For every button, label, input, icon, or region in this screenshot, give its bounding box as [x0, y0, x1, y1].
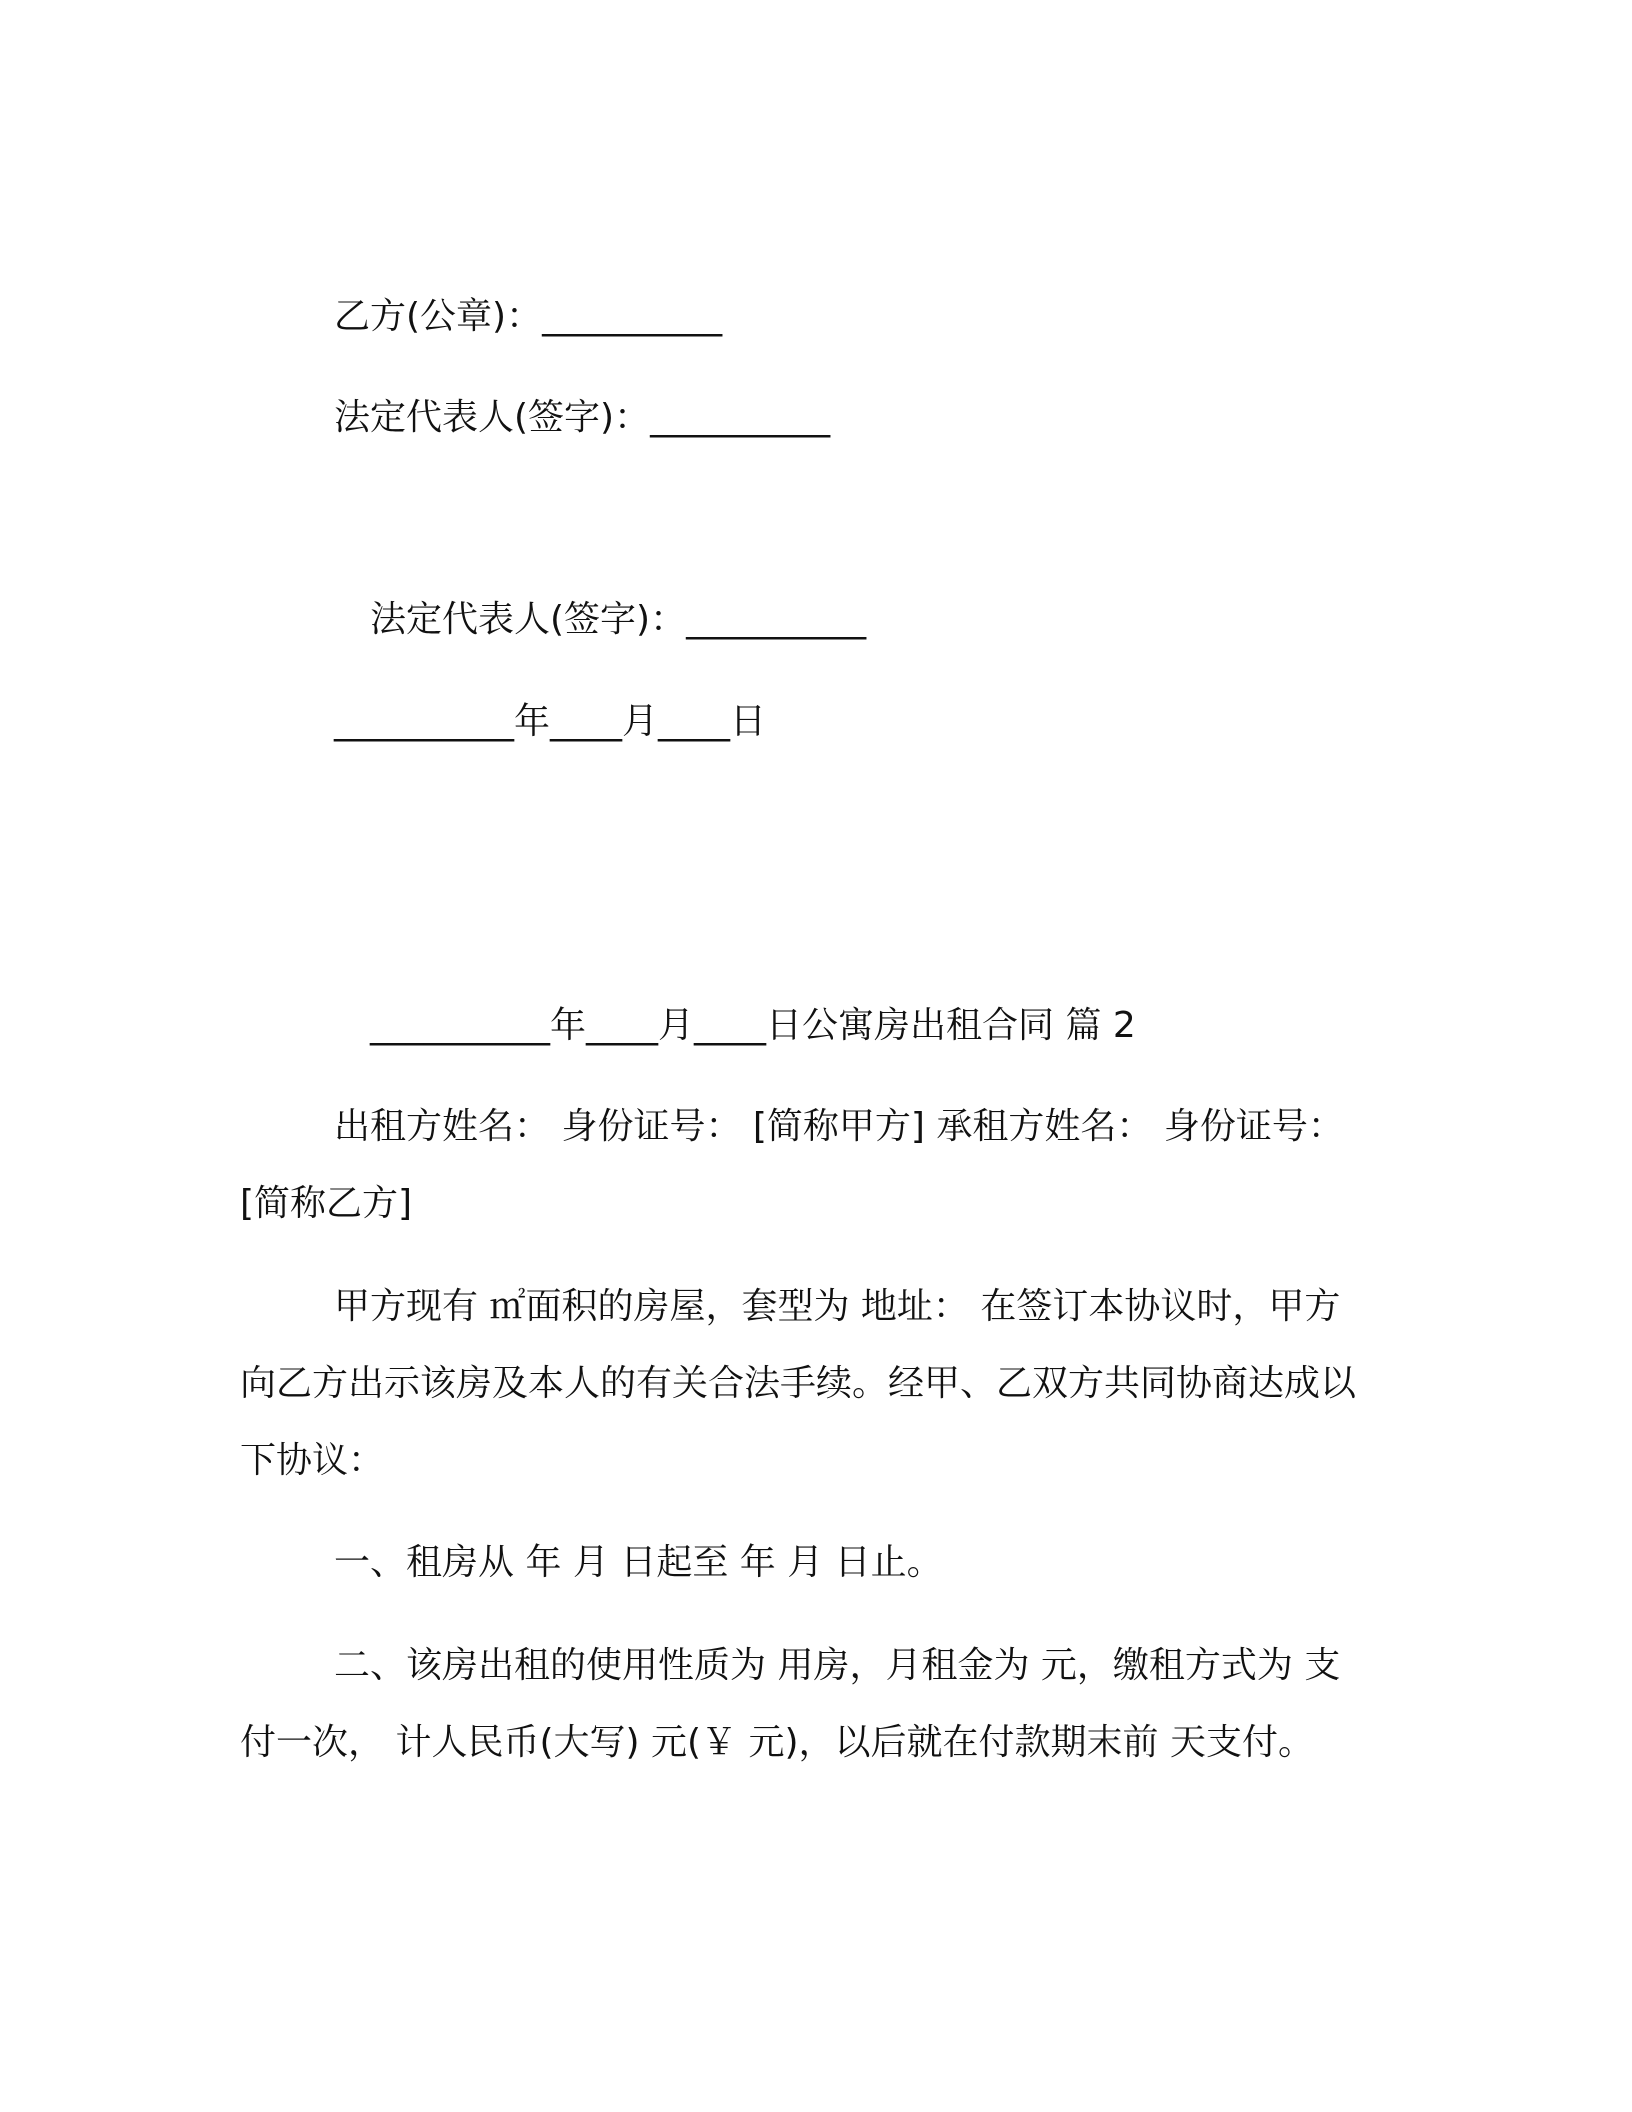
- clause-1-text: 一、租房从 年 月 日起至 年 月 日止。: [334, 1542, 943, 1583]
- contract-heading: __________年____月____日公寓房出租合同 篇 2: [370, 1005, 1136, 1046]
- legal-representative-line: 法定代表人(签字)：__________: [334, 397, 831, 438]
- clause-2-paragraph: [240, 1627, 1360, 1781]
- intro-paragraph: [240, 1268, 1360, 1499]
- clause-1-paragraph: [240, 1524, 1360, 1601]
- clause-2-text: 二、该房出租的使用性质为 用房，月租金为 元，缴租方式为 支付一次， 计人民币(大写) 元(￥ 元)，以后就在付款期末前 天支付。: [240, 1645, 1341, 1763]
- parties-text: 出租方姓名： 身份证号： [简称甲方] 承租方姓名： 身份证号： [简称乙方]: [240, 1106, 1344, 1224]
- signature-date-line: __________年____月____日: [334, 701, 766, 742]
- party-b-seal-line: 乙方(公章)：__________: [334, 296, 723, 337]
- legal-representative-line-second: 法定代表人(签字)：__________: [370, 599, 867, 640]
- intro-text: 甲方现有 ㎡面积的房屋，套型为 地址： 在签订本协议时，甲方向乙方出示该房及本人的有关合法手续。经甲、乙双方共同协商达成以下协议：: [240, 1286, 1357, 1481]
- parties-paragraph: [240, 1088, 1360, 1242]
